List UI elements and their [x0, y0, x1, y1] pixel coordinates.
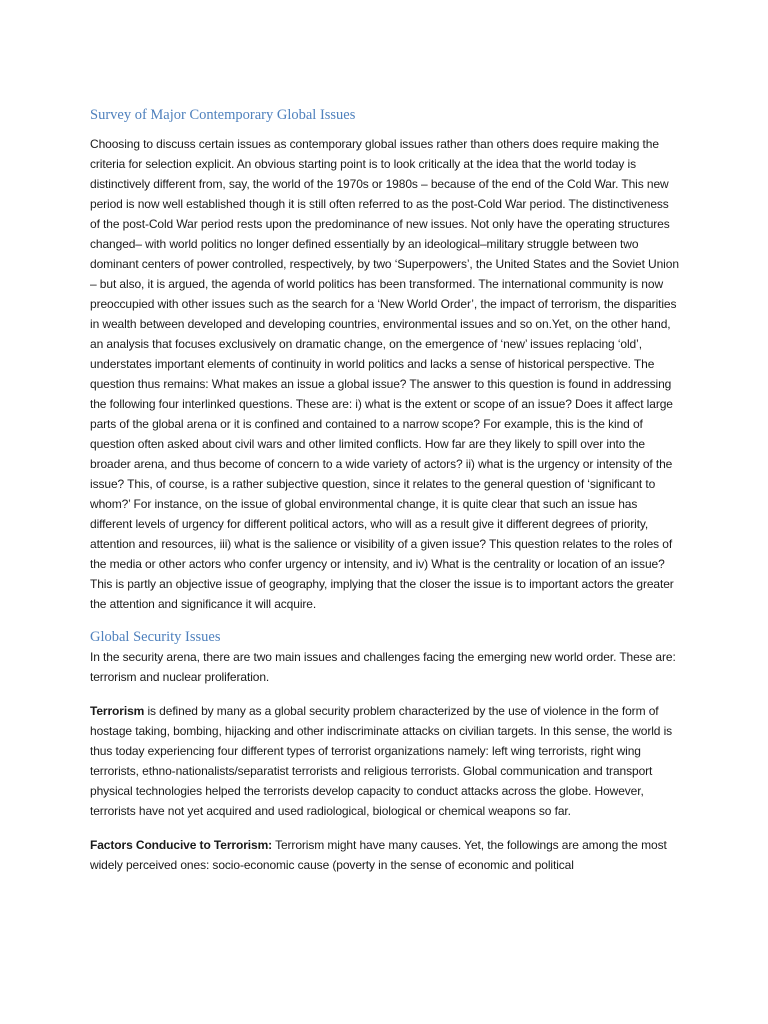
paragraph-global-issues-criteria: Choosing to discuss certain issues as contemporary global issues rather than others does require making the criteria for selection explicit. An obvious starting point is to look critically at the idea that the world today is distinctively different from, say, the world of the 1970s or 1980s – because of the end of the Cold War. This new period is now well established though it is still often referred to as the post-Cold War period. The distinctiveness of the post-Cold War period rests upon the predominance of new issues. Not only have the operating structures changed– with world politics no longer defined essentially by an ideological–military struggle between two dominant centers of power controlled, respectively, by two ‘Superpowers’, the United States and the Soviet Union – but also, it is argued, the agenda of world politics has been transformed. The international community is now preoccupied with other issues such as the search for a ‘New World Order’, the impact of terrorism, the disparities in wealth between developed and developing countries, environmental issues and so on.Yet, on the other hand, an analysis that focuses exclusively on dramatic change, on the emergence of ‘new’ issues replacing ‘old’, understates important elements of continuity in world politics and lacks a sense of historical perspective. The question thus remains: What makes an issue a global issue? The answer to this question is found in addressing the following four interlinked questions. These are: i) what is the extent or scope of an issue? Does it affect large parts of the global arena or it is confined and contained to a narrow scope? For example, this is the kind of question often asked about civil wars and other limited conflicts. How far are they likely to spill over into the broader arena, and thus become of concern to a wide variety of actors? ii) what is the urgency or intensity of the issue? This, of course, is a rather subjective question, since it relates to the general question of ‘significant to whom?’ For instance, on the issue of global environmental change, it is quite clear that such an issue has different levels of urgency for different political actors, who will as a result give it different degrees of priority, attention and resources, iii) what is the salience or visibility of a given issue? This question relates to the roles of the media or other actors who confer urgency or intensity, and iv) What is the centrality or location of an issue? This is partly an objective issue of geography, implying that the closer the issue is to important actors the greater the attention and significance it will acquire.: [90, 137, 679, 611]
terrorism-definition-text: is defined by many as a global security problem characterized by the use of violence in the form of hostage taking, bombing, hijacking and other indiscriminate attacks on civilian targets. In this sense, the world is thus today experiencing four different types of terrorist organizations namely: left wing terrorists, right wing terrorists, ethno-nationalists/separatist terrorists and religious terrorists. Global communication and transport physical technologies helped the terrorists develop capacity to conduct attacks across the globe. However, terrorists have not yet acquired and used radiological, biological or chemical weapons so far.: [90, 704, 673, 818]
paragraph-factors-terrorism: [90, 835, 680, 875]
paragraph-security-intro: In the security arena, there are two main issues and challenges facing the emerging new world order. These are: terrorism and nuclear proliferation.: [90, 650, 676, 684]
paragraph-gap: [90, 821, 680, 835]
paragraph-terrorism: [90, 701, 680, 821]
document-content: [90, 105, 680, 875]
factors-text: Terrorism might have many causes. Yet, the followings are among the most widely perceived ones: socio-economic cause (poverty in the sense of economic and political: [90, 838, 667, 872]
section-heading-survey: Survey of Major Contemporary Global Issues: [90, 107, 356, 123]
term-factors-conducive: Factors Conducive to Terrorism:: [90, 838, 273, 852]
paragraph-gap: [90, 614, 680, 627]
term-terrorism: Terrorism: [90, 704, 145, 718]
paragraph-gap: [90, 687, 680, 701]
section-heading-global-security: Global Security Issues: [90, 629, 221, 645]
